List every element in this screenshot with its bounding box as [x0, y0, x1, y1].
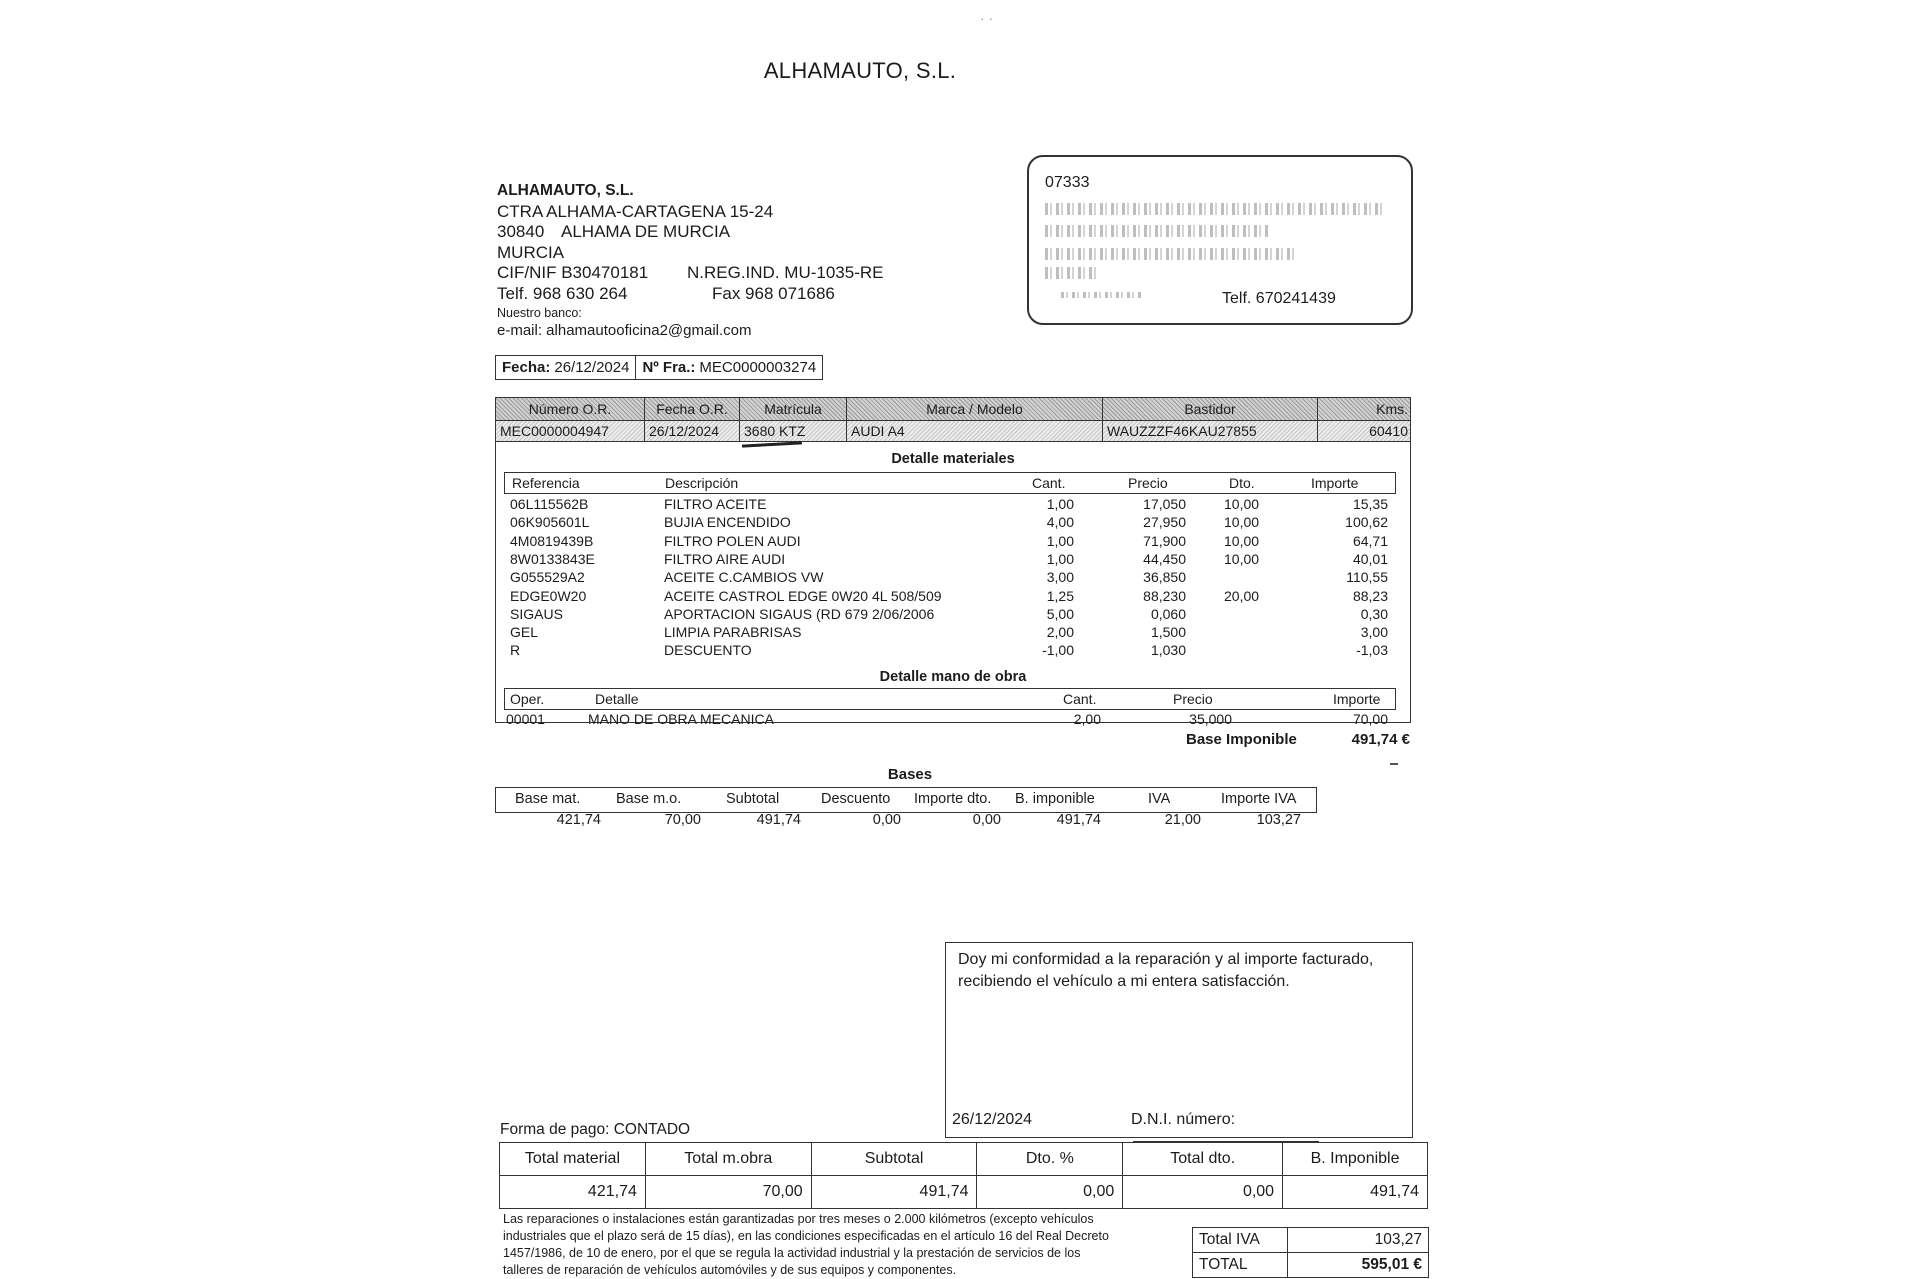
client-phone: Telf. 670241439 [1222, 290, 1336, 307]
labor-header-detalle: Detalle [595, 691, 639, 707]
invoice-number: MEC0000003274 [699, 359, 817, 376]
company-city-row [497, 222, 883, 243]
invoice-number-label: Nº Fra.: [642, 359, 696, 376]
conformity-text [958, 949, 1373, 993]
vehicle-value-cell: 3680 KTZ [740, 421, 847, 441]
materials-header [504, 472, 1396, 494]
material-precio: 17,050 [1143, 496, 1186, 512]
material-importe: 100,62 [1345, 514, 1388, 531]
material-dto: 10,00 [1224, 550, 1260, 567]
material-ref: EDGE0W20 [510, 587, 587, 604]
conformity-box [945, 942, 1413, 1138]
bases-value-cell: 70,00 [664, 812, 701, 828]
bases-value-cell: 491,74 [1056, 812, 1101, 828]
material-row [496, 495, 1410, 513]
material-precio: 36,850 [1143, 569, 1186, 586]
material-row [496, 641, 1410, 659]
vehicle-header-cell: Fecha O.R. [645, 398, 740, 420]
material-precio: 44,450 [1143, 550, 1186, 567]
scan-dash [1390, 763, 1398, 765]
bases-value-cell: 103,27 [1256, 812, 1301, 828]
bases-value-cell: 0,00 [972, 812, 1001, 828]
bases-header-cell: Descuento [821, 791, 891, 807]
detail-box [495, 397, 1411, 727]
vehicle-value-cell: AUDI A4 [847, 421, 1103, 441]
material-cant: 1,25 [1046, 587, 1074, 604]
material-importe: 88,23 [1352, 587, 1388, 604]
company-tel: Telf. 968 630 264 [497, 283, 628, 303]
material-importe: 40,01 [1352, 550, 1388, 567]
material-importe: 64,71 [1352, 532, 1388, 549]
material-desc: FILTRO ACEITE [664, 496, 767, 512]
vehicle-header-cell: Bastidor [1103, 398, 1318, 420]
invoice-date: 26/12/2024 [554, 359, 630, 376]
material-dto: 20,00 [1224, 587, 1260, 604]
material-cant: 1,00 [1046, 496, 1074, 512]
materials-header-dto: Dto. [1229, 475, 1255, 491]
bases-header-cell: IVA [1148, 791, 1171, 807]
material-ref: 06K905601L [510, 514, 590, 531]
bases-header-row [495, 787, 1317, 813]
totals-value-cell: 0,00 [1123, 1176, 1283, 1209]
company-cif: CIF/NIF B30470181 [497, 263, 649, 282]
labor-header [504, 688, 1396, 710]
company-phone-row [497, 284, 883, 305]
material-desc: DESCUENTO [664, 642, 752, 659]
totals-header-cell: Total dto. [1123, 1143, 1283, 1176]
materials-title: Detalle materiales [891, 451, 1015, 467]
bases-value-row [495, 812, 1317, 832]
total-iva-label: Total IVA [1193, 1228, 1288, 1253]
labor-header-oper: Oper. [510, 691, 545, 707]
bases-value-cell: 21,00 [1164, 812, 1201, 828]
material-cant: 2,00 [1046, 624, 1074, 641]
redacted-client-name [1045, 203, 1385, 215]
total-iva-value: 103,27 [1288, 1228, 1429, 1253]
bases-title: Bases [887, 766, 933, 783]
material-importe: 3,00 [1360, 624, 1388, 641]
labor-detalle: MANO DE OBRA MECANICA [588, 711, 774, 727]
material-desc: APORTACION SIGAUS (RD 679 2/06/2006 [664, 605, 935, 622]
material-ref: 06L115562B [510, 496, 589, 512]
warranty-notice [503, 1211, 1163, 1279]
material-row [496, 587, 1410, 605]
material-importe: 110,55 [1346, 569, 1388, 586]
labor-row [496, 710, 1410, 728]
totals-header-cell: Total m.obra [645, 1143, 811, 1176]
bases-value-cell: 0,00 [872, 812, 901, 828]
totals-value-cell: 491,74 [1283, 1176, 1428, 1209]
totals-header-row [500, 1143, 1428, 1176]
totals-header-cell: Subtotal [811, 1143, 977, 1176]
labor-header-precio: Precio [1173, 691, 1213, 707]
materials-header-desc: Descripción [665, 475, 739, 491]
material-importe: 15,35 [1352, 496, 1388, 512]
totals-table [499, 1142, 1428, 1209]
company-province: MURCIA [497, 242, 565, 262]
material-dto: 10,00 [1224, 496, 1260, 512]
page-title: ALHAMAUTO, S.L. [763, 58, 957, 83]
material-desc: BUJIA ENCENDIDO [664, 514, 791, 531]
vehicle-header-cell: Marca / Modelo [847, 398, 1103, 420]
materials-header-ref: Referencia [512, 475, 580, 491]
labor-title: Detalle mano de obra [879, 669, 1027, 685]
material-cant: 1,00 [1046, 550, 1074, 567]
materials-header-precio: Precio [1128, 475, 1168, 491]
bases-header-cell: Subtotal [726, 791, 780, 807]
invoice-number-cell [635, 356, 822, 379]
warranty-line: talleres de reparación de vehículos automóviles y de sus equipos y componentes. [503, 1263, 957, 1277]
labor-header-importe: Importe [1333, 691, 1381, 707]
payment-method: Forma de pago: CONTADO [500, 1121, 691, 1138]
warranty-line: Las reparaciones o instalaciones están garantizadas por tres meses o 2.000 kilómetros (excepto vehículos [503, 1212, 1094, 1226]
bases-header-cell: Base m.o. [616, 791, 682, 807]
material-precio: 88,230 [1143, 587, 1186, 604]
vehicle-value-cell: 60410 [1369, 423, 1408, 439]
material-desc: ACEITE CASTROL EDGE 0W20 4L 508/509 [664, 587, 942, 604]
vehicle-header-cell: Kms. [1376, 401, 1408, 417]
material-importe: -1,03 [1356, 642, 1388, 659]
company-postal: 30840 [497, 222, 545, 241]
invoice-header [495, 355, 823, 380]
totals-header-cell: Dto. % [977, 1143, 1123, 1176]
material-precio: 27,950 [1143, 514, 1186, 531]
bases-header-cell: B. imponible [1015, 791, 1095, 807]
material-row [496, 513, 1410, 531]
final-totals-table [1192, 1227, 1429, 1278]
client-code: 07333 [1045, 174, 1090, 191]
material-cant: 1,00 [1046, 532, 1074, 549]
vehicle-header-cell: Matrícula [740, 398, 847, 420]
client-box [1027, 155, 1413, 325]
vehicle-value-cell: WAUZZZF46KAU27855 [1103, 421, 1318, 441]
material-desc: LIMPIA PARABRISAS [664, 624, 802, 641]
totals-value-cell: 421,74 [500, 1176, 646, 1209]
totals-value-cell: 491,74 [811, 1176, 977, 1209]
redacted-client-province [1045, 267, 1100, 279]
bases-header-cell: Importe IVA [1221, 791, 1297, 807]
material-precio: 1,500 [1150, 624, 1186, 641]
company-name: ALHAMAUTO, S.L. [497, 182, 634, 199]
material-ref: R [510, 642, 521, 659]
materials-header-importe: Importe [1311, 475, 1359, 491]
material-row [496, 532, 1410, 550]
grand-total-label: TOTAL [1193, 1253, 1288, 1278]
materials-header-cant: Cant. [1032, 475, 1066, 491]
totals-value-cell: 70,00 [645, 1176, 811, 1209]
conformity-line: Doy mi conformidad a la reparación y al importe facturado, [958, 951, 1374, 968]
labor-importe: 70,00 [1352, 711, 1388, 727]
company-city: ALHAMA DE MURCIA [561, 222, 731, 241]
grand-total-value: 595,01 € [1288, 1253, 1429, 1278]
material-desc: ACEITE C.CAMBIOS VW [664, 569, 824, 586]
labor-oper: 00001 [506, 711, 545, 727]
vehicle-header-cell: Número O.R. [496, 398, 645, 420]
material-precio: 0,060 [1150, 605, 1186, 622]
material-ref: SIGAUS [510, 605, 563, 622]
redacted-client-address [1045, 225, 1270, 237]
material-dto: 10,00 [1224, 532, 1260, 549]
material-ref: GEL [510, 624, 539, 641]
totals-value-row [500, 1176, 1428, 1209]
vehicle-value-cell: MEC0000004947 [496, 421, 645, 441]
conformity-line: recibiendo el vehículo a mi entera satisfacción. [958, 973, 1290, 990]
bases-header-cell: Importe dto. [914, 791, 992, 807]
material-desc: FILTRO AIRE AUDI [664, 550, 786, 567]
material-desc: FILTRO POLEN AUDI [664, 532, 801, 549]
company-email: e-mail: alhamautooficina2@gmail.com [497, 322, 752, 339]
invoice-date-cell [496, 356, 635, 379]
dni-label: D.N.I. número: [1131, 1111, 1236, 1128]
scan-speck: · · [980, 10, 994, 26]
material-row [496, 623, 1410, 641]
company-bank: Nuestro banco: [497, 306, 582, 320]
material-cant: 4,00 [1046, 514, 1074, 531]
material-dto: 10,00 [1224, 514, 1260, 531]
totals-header-cell: Total material [500, 1143, 646, 1176]
material-cant: -1,00 [1042, 642, 1074, 659]
labor-header-cant: Cant. [1063, 691, 1097, 707]
material-row [496, 550, 1410, 568]
material-importe: 0,30 [1360, 605, 1388, 622]
material-row [496, 605, 1410, 623]
vehicle-header-row [496, 398, 1410, 420]
material-cant: 5,00 [1046, 605, 1074, 622]
conformity-date: 26/12/2024 [952, 1111, 1033, 1128]
company-address: CTRA ALHAMA-CARTAGENA 15-24 [497, 201, 774, 221]
labor-precio: 35,000 [1189, 711, 1232, 727]
base-imponible-label: Base Imponible [1186, 731, 1297, 748]
redacted-client-id [1061, 292, 1141, 298]
company-nreg: N.REG.IND. MU-1035-RE [687, 263, 884, 282]
material-ref: 4M0819439B [510, 532, 594, 549]
bases-value-cell: 421,74 [556, 812, 601, 828]
material-cant: 3,00 [1046, 569, 1074, 586]
totals-header-cell: B. Imponible [1283, 1143, 1428, 1176]
material-ref: 8W0133843E [510, 550, 595, 567]
bases-header-cell: Base mat. [515, 791, 581, 807]
vehicle-value-row [496, 420, 1410, 442]
base-imponible-value: 491,74 € [1351, 731, 1410, 748]
redacted-client-city [1045, 248, 1295, 260]
material-row [496, 568, 1410, 586]
company-info [497, 181, 883, 340]
company-fax: Fax 968 071686 [712, 283, 835, 303]
invoice-date-label: Fecha: [502, 359, 551, 376]
material-precio: 1,030 [1150, 642, 1186, 659]
material-precio: 71,900 [1143, 532, 1186, 549]
labor-cant: 2,00 [1073, 711, 1101, 727]
bases-value-cell: 491,74 [756, 812, 801, 828]
warranty-line: 1457/1986, de 10 de enero, por el que se regula la actividad industrial y la prestación de servicios de los [503, 1246, 1081, 1260]
warranty-line: industriales que el plazo será de 15 días), en las condiciones especificadas en el artículo 16 del Real Decreto [503, 1229, 1109, 1243]
vehicle-value-cell: 26/12/2024 [645, 421, 740, 441]
total-iva-row [1193, 1228, 1429, 1253]
material-ref: G055529A2 [510, 569, 585, 586]
totals-value-cell: 0,00 [977, 1176, 1123, 1209]
grand-total-row [1193, 1253, 1429, 1278]
company-ids-row [497, 263, 883, 284]
